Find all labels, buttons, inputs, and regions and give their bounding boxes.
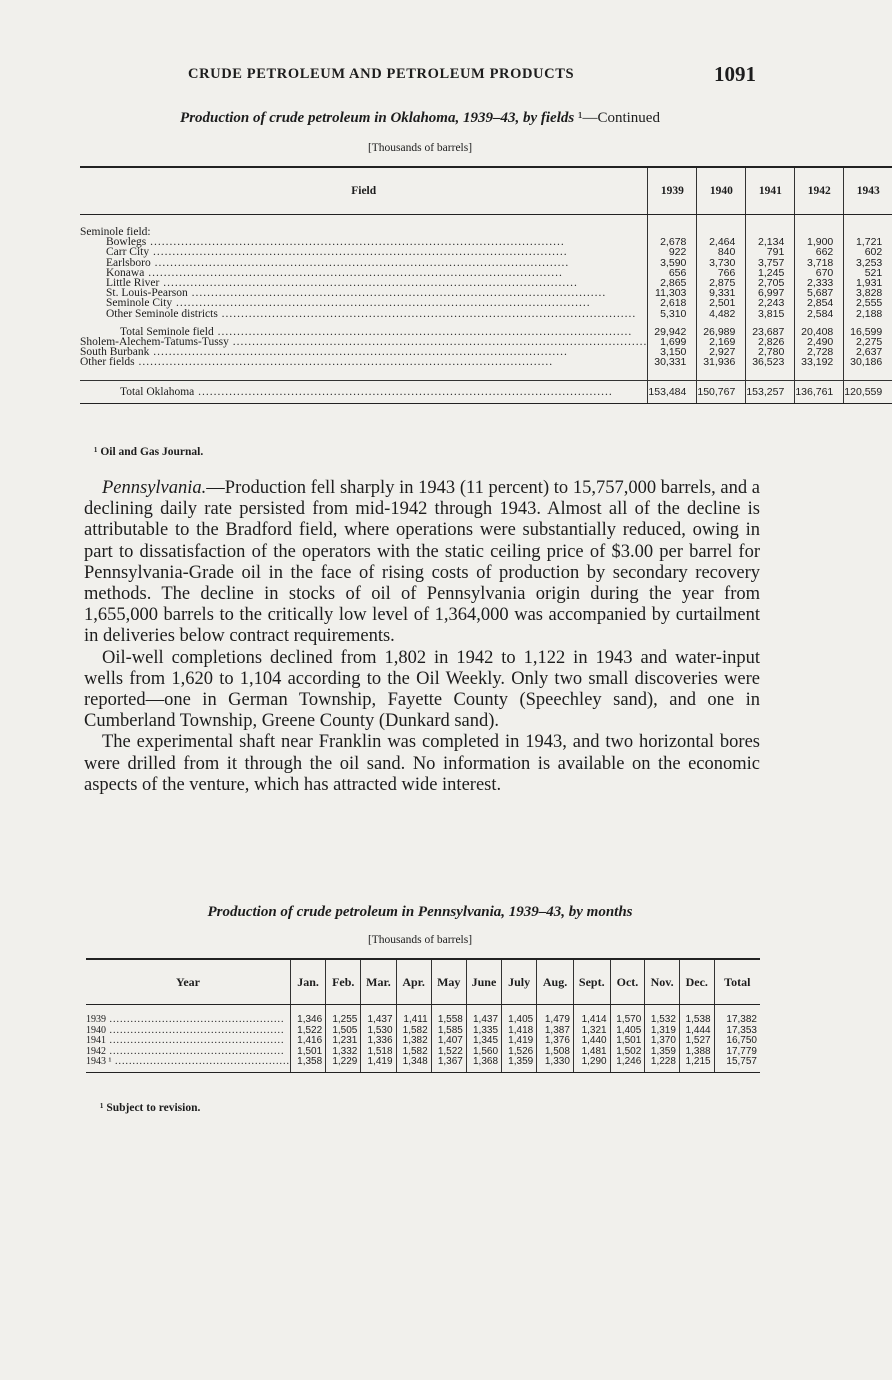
production-value: 2,275 (844, 337, 892, 347)
table-row (86, 1057, 760, 1072)
monthly-production-value: 1,348 (396, 1057, 431, 1072)
production-value: 2,875 (697, 278, 746, 288)
monthly-production-value: 1,502 (610, 1047, 645, 1058)
column-header-year: 1943 (844, 167, 892, 215)
production-value: 602 (844, 247, 892, 257)
column-header-month: Total (714, 959, 760, 1005)
field-name: Total Seminole field ..... (80, 327, 648, 337)
field-name: Total Oklahoma ..... (80, 380, 648, 403)
monthly-production-value: 1,405 (502, 1015, 537, 1026)
monthly-production-value: 17,353 (714, 1026, 760, 1037)
production-value: 2,865 (648, 278, 697, 288)
monthly-production-value: 1,582 (396, 1026, 431, 1037)
table-cell (80, 372, 648, 381)
monthly-production-value: 1,336 (361, 1036, 396, 1047)
monthly-production-value: 1,437 (361, 1015, 396, 1026)
production-value: 662 (795, 247, 844, 257)
monthly-production-value: 1,387 (537, 1026, 574, 1037)
production-value: 670 (795, 268, 844, 278)
monthly-production-value: 1,501 (610, 1036, 645, 1047)
monthly-production-value: 1,522 (431, 1047, 466, 1058)
paragraph-text: —Production fell sharply in 1943 (11 percent) to 15,757,000 barrels, and a declining daily rate persisted from mid-1942 through 1943. Almost all of the decline is attributable to the Bradford field, where operations were substantially reduced, owing in part to dissatisfaction of the operators with the static ceiling price of $3.00 per barrel for Pennsylvania-Grade oil in the face of rising costs of production by secondary recovery methods. The decline in stocks of oil of Pennsylvania origin during the year from 1,655,000 barrels to the critically low level of 1,364,000 was accompanied by curtailment in deliveries below contract requirements. (84, 478, 760, 647)
production-value: 656 (648, 268, 697, 278)
table-header-row (86, 959, 760, 1005)
production-value: 120,559 (844, 380, 892, 403)
column-header-month: Nov. (645, 959, 680, 1005)
production-value: 2,927 (697, 347, 746, 357)
table-cell (795, 215, 844, 228)
paragraph-experimental-shaft: The experimental shaft near Franklin was completed in 1943, and two horizontal bores were drilled from it through the oil sand. No information is available on the economic aspects of the venture, which has attracted wide interest. (84, 732, 760, 795)
table-row (80, 380, 892, 403)
monthly-production-value: 1,215 (679, 1057, 714, 1072)
monthly-production-value: 1,437 (466, 1015, 501, 1026)
year-label: 1939 ..... (86, 1015, 291, 1026)
production-value: 20,408 (795, 327, 844, 337)
column-header-month: June (466, 959, 501, 1005)
monthly-production-value: 1,440 (573, 1036, 610, 1047)
table-cell (648, 372, 697, 381)
pennsylvania-production-table (86, 958, 760, 1073)
production-value: 6,997 (746, 288, 795, 298)
monthly-production-value: 1,538 (679, 1015, 714, 1026)
column-header-field: Field (80, 167, 648, 215)
table-cell (795, 372, 844, 381)
field-name: Sholem-Alechem-Tatums-Tussy ..... (80, 337, 648, 347)
year-label: 1941 ..... (86, 1036, 291, 1047)
monthly-production-value: 1,231 (326, 1036, 361, 1047)
production-value: 1,699 (648, 337, 697, 347)
table-cell (844, 215, 892, 228)
production-value: 2,678 (648, 237, 697, 247)
paragraph-oil-well-completions: Oil-well completions declined from 1,802 in 1942 to 1,122 in 1943 and water-input wells from 1,620 to 1,104 according to the Oil Weekly. Only two small discoveries were reported—one in German Township, Fayette County (Speechley sand), and one in Cumberland Township, Greene County (Dunkard sand). (84, 647, 760, 732)
table-cell (746, 372, 795, 381)
monthly-production-value: 17,382 (714, 1015, 760, 1026)
monthly-production-value: 1,530 (361, 1026, 396, 1037)
production-value: 30,331 (648, 357, 697, 371)
table-spacer (80, 215, 892, 228)
table-header-row (80, 167, 892, 215)
monthly-production-value: 1,376 (537, 1036, 574, 1047)
oklahoma-table-units: [Thousands of barrels] (367, 142, 473, 154)
oklahoma-footnote: ¹ Oil and Gas Journal. (94, 446, 204, 458)
table-body (80, 215, 892, 404)
production-value: 3,590 (648, 258, 697, 268)
monthly-production-value: 1,418 (502, 1026, 537, 1037)
group-label: Seminole field: (80, 226, 151, 238)
monthly-production-value: 1,582 (396, 1047, 431, 1058)
production-value: 23,687 (746, 327, 795, 337)
column-header-year: 1941 (746, 167, 795, 215)
paragraph-pennsylvania (84, 478, 760, 648)
table-row (86, 1036, 760, 1047)
table-cell (746, 215, 795, 228)
production-value: 1,931 (844, 278, 892, 288)
column-header-year: 1939 (648, 167, 697, 215)
field-name: Other fields ..... (80, 357, 648, 371)
production-value: 1,900 (795, 237, 844, 247)
year-label: 1942 ..... (86, 1047, 291, 1058)
table-cell (844, 372, 892, 381)
monthly-production-value: 1,414 (573, 1015, 610, 1026)
field-name: Carr City ..... (80, 247, 648, 257)
oklahoma-table-caption (80, 110, 760, 127)
field-name: St. Louis-Pearson ..... (80, 288, 648, 298)
production-value: 2,333 (795, 278, 844, 288)
production-value: 2,705 (746, 278, 795, 288)
monthly-production-value: 1,405 (610, 1026, 645, 1037)
production-value: 2,555 (844, 298, 892, 308)
production-value: 5,310 (648, 309, 697, 319)
production-value: 2,243 (746, 298, 795, 308)
production-value: 2,134 (746, 237, 795, 247)
monthly-production-value: 1,255 (326, 1015, 361, 1026)
column-header-year: Year (86, 959, 291, 1005)
production-value: 2,618 (648, 298, 697, 308)
monthly-production-value: 1,585 (431, 1026, 466, 1037)
monthly-production-value: 1,321 (573, 1026, 610, 1037)
production-value: 2,854 (795, 298, 844, 308)
monthly-production-value: 1,382 (396, 1036, 431, 1047)
production-value: 2,464 (697, 237, 746, 247)
monthly-production-value: 16,750 (714, 1036, 760, 1047)
monthly-production-value: 1,527 (679, 1036, 714, 1047)
production-value: 9,331 (697, 288, 746, 298)
running-title: CRUDE PETROLEUM AND PETROLEUM PRODUCTS (188, 66, 575, 82)
paragraph-lead: Pennsylvania. (102, 478, 207, 498)
production-value: 2,637 (844, 347, 892, 357)
production-value: 11,303 (648, 288, 697, 298)
production-value: 36,523 (746, 357, 795, 371)
monthly-production-value: 1,359 (502, 1057, 537, 1072)
monthly-production-value: 1,508 (537, 1047, 574, 1058)
production-value: 4,482 (697, 309, 746, 319)
table-row (86, 1015, 760, 1026)
production-value: 922 (648, 247, 697, 257)
monthly-production-value: 1,479 (537, 1015, 574, 1026)
oklahoma-production-table (80, 166, 892, 404)
table-body (86, 1005, 760, 1073)
production-value: 1,245 (746, 268, 795, 278)
production-value: 16,599 (844, 327, 892, 337)
production-value: 2,501 (697, 298, 746, 308)
caption-continued: ¹—Continued (577, 110, 660, 126)
production-value: 766 (697, 268, 746, 278)
table-cell (648, 215, 697, 228)
column-header-year: 1940 (697, 167, 746, 215)
monthly-production-value: 1,346 (291, 1015, 326, 1026)
production-value: 2,826 (746, 337, 795, 347)
column-header-year: 1942 (795, 167, 844, 215)
production-value: 31,936 (697, 357, 746, 371)
production-value: 3,757 (746, 258, 795, 268)
table-cell (80, 215, 648, 228)
monthly-production-value: 1,518 (361, 1047, 396, 1058)
monthly-production-value: 1,522 (291, 1026, 326, 1037)
field-name: Other Seminole districts ..... (80, 309, 648, 319)
column-header-month: Aug. (537, 959, 574, 1005)
production-value: 840 (697, 247, 746, 257)
monthly-production-value: 17,779 (714, 1047, 760, 1058)
pennsylvania-footnote: ¹ Subject to revision. (100, 1102, 201, 1114)
production-value: 153,257 (746, 380, 795, 403)
monthly-production-value: 1,319 (645, 1026, 680, 1037)
production-value: 29,942 (648, 327, 697, 337)
production-value: 26,989 (697, 327, 746, 337)
monthly-production-value: 1,290 (573, 1057, 610, 1072)
monthly-production-value: 1,228 (645, 1057, 680, 1072)
monthly-production-value: 1,335 (466, 1026, 501, 1037)
table-spacer (80, 372, 892, 381)
production-value: 3,815 (746, 309, 795, 319)
monthly-production-value: 1,558 (431, 1015, 466, 1026)
monthly-production-value: 1,367 (431, 1057, 466, 1072)
table-cell (697, 215, 746, 228)
monthly-production-value: 1,570 (610, 1015, 645, 1026)
production-value: 30,186 (844, 357, 892, 371)
monthly-production-value: 1,332 (326, 1047, 361, 1058)
monthly-production-value: 1,229 (326, 1057, 361, 1072)
field-name: Konawa ..... (80, 268, 648, 278)
production-value: 2,188 (844, 309, 892, 319)
field-name: Earlsboro ..... (80, 258, 648, 268)
production-value: 2,780 (746, 347, 795, 357)
production-value: 153,484 (648, 380, 697, 403)
monthly-production-value: 1,526 (502, 1047, 537, 1058)
column-header-month: Feb. (326, 959, 361, 1005)
monthly-production-value: 1,416 (291, 1036, 326, 1047)
monthly-production-value: 1,407 (431, 1036, 466, 1047)
monthly-production-value: 1,481 (573, 1047, 610, 1058)
monthly-production-value: 1,370 (645, 1036, 680, 1047)
production-value: 1,721 (844, 237, 892, 247)
field-name: South Burbank ..... (80, 347, 648, 357)
column-header-month: Dec. (679, 959, 714, 1005)
production-value: 3,150 (648, 347, 697, 357)
column-header-month: July (502, 959, 537, 1005)
production-value: 521 (844, 268, 892, 278)
monthly-production-value: 1,246 (610, 1057, 645, 1072)
caption-text: Production of crude petroleum in Oklahoma, 1939–43, by fields (180, 110, 578, 126)
production-value: 3,730 (697, 258, 746, 268)
pennsylvania-table-caption: Production of crude petroleum in Pennsylvania, 1939–43, by months (207, 904, 633, 920)
column-header-month: Oct. (610, 959, 645, 1005)
running-head (80, 62, 760, 88)
column-header-month: Mar. (361, 959, 396, 1005)
production-value: 3,718 (795, 258, 844, 268)
monthly-production-value: 1,505 (326, 1026, 361, 1037)
monthly-production-value: 1,560 (466, 1047, 501, 1058)
pennsylvania-table-units: [Thousands of barrels] (367, 934, 473, 946)
monthly-production-value: 1,368 (466, 1057, 501, 1072)
monthly-production-value: 1,411 (396, 1015, 431, 1026)
production-value: 33,192 (795, 357, 844, 371)
year-label: 1943 ¹ ..... (86, 1057, 291, 1072)
production-value: 3,828 (844, 288, 892, 298)
monthly-production-value: 1,358 (291, 1057, 326, 1072)
column-header-month: Apr. (396, 959, 431, 1005)
monthly-production-value: 1,419 (361, 1057, 396, 1072)
table-row (80, 309, 892, 319)
page-number: 1091 (714, 62, 756, 86)
column-header-month: May (431, 959, 466, 1005)
production-value: 791 (746, 247, 795, 257)
field-name: Seminole City ..... (80, 298, 648, 308)
production-value: 2,584 (795, 309, 844, 319)
column-header-month: Jan. (291, 959, 326, 1005)
production-value: 136,761 (795, 380, 844, 403)
production-value: 2,728 (795, 347, 844, 357)
year-label: 1940 ..... (86, 1026, 291, 1037)
production-value: 150,767 (697, 380, 746, 403)
field-name: Bowlegs ..... (80, 237, 648, 247)
monthly-production-value: 1,501 (291, 1047, 326, 1058)
table-row (80, 357, 892, 371)
monthly-production-value: 1,359 (645, 1047, 680, 1058)
table-cell (697, 372, 746, 381)
body-text (84, 478, 760, 796)
column-header-month: Sept. (573, 959, 610, 1005)
monthly-production-value: 15,757 (714, 1057, 760, 1072)
production-value: 5,687 (795, 288, 844, 298)
production-value: 3,253 (844, 258, 892, 268)
monthly-production-value: 1,388 (679, 1047, 714, 1058)
monthly-production-value: 1,330 (537, 1057, 574, 1072)
monthly-production-value: 1,532 (645, 1015, 680, 1026)
production-value: 2,169 (697, 337, 746, 347)
monthly-production-value: 1,419 (502, 1036, 537, 1047)
field-name: Little River ..... (80, 278, 648, 288)
monthly-production-value: 1,444 (679, 1026, 714, 1037)
monthly-production-value: 1,345 (466, 1036, 501, 1047)
production-value: 2,490 (795, 337, 844, 347)
